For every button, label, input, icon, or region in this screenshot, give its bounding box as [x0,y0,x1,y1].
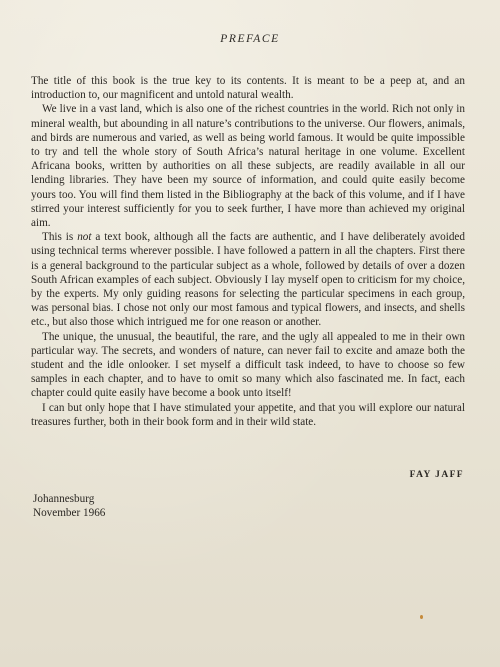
paper-speck [420,615,423,619]
paragraph-2: We live in a vast land, which is also one of the richest countries in the world. Rich not only in mineral wealth, but abounding in all nature’s contributions to the universe. Our flowers, animals, and birds are numerous and varied, as well as being world famous. It would be quite impossible to try and tell the whole story of South Africa’s natural heritage in one volume. Excellent Africana books, written by authorities on all these subjects, are readily available in all our lending libraries. They have been my source of information, and could quite easily become yours too. You will find them listed in the Bibliography at the back of this volume, and if I have stirred your interest sufficiently for you to seek further, I have more than achieved my original aim. [31,103,465,230]
place: Johannesburg [33,493,95,505]
place-and-date [33,492,105,520]
paragraph-3 [31,230,465,329]
paragraph-1: The title of this book is the true key to its contents. It is meant to be a peep at, and an introduction to, our magnificent and untold natural wealth. [31,75,465,102]
paragraph-5: I can but only hope that I have stimulated your appetite, and that you will explore our natural treasures further, both in their book form and in their wild state. [31,401,465,428]
paragraph-3-start: This is [42,231,78,244]
page-heading: PREFACE [220,33,280,45]
date: November 1966 [33,507,106,520]
paragraph-4: The unique, the unusual, the beautiful, the rare, and the ugly all appealed to me in their own particular way. The secrets, and wonders of nature, can never fail to excite and amaze both the student and the idle onlooker. I set myself a difficult task indeed, to have to choose so few samples in each chapter, and to have to omit so many which also fascinated me. In fact, each chapter could quite easily have become a book unto itself! [31,330,465,400]
paragraph-3-rest: a text book, although all the facts are authentic, and I have deliberately avoided using technical terms wherever possible. I have followed a pattern in all the chapters. First there is a general background to the particular subject as a whole, followed by details of over a dozen South African examples of each subject. Obviously I lay myself open to criticism for my choice, by the experts. My only guiding reasons for selecting the particular specimens in each group, was personal bias. I chose not only our most famous and typical flowers, and insects, and shells etc., but also those which intrigued me for one reason or another. [31,231,465,329]
preface-body [31,74,465,429]
paragraph-3-emphasis: not [77,231,92,244]
author-signature: FAY JAFF [409,470,464,480]
